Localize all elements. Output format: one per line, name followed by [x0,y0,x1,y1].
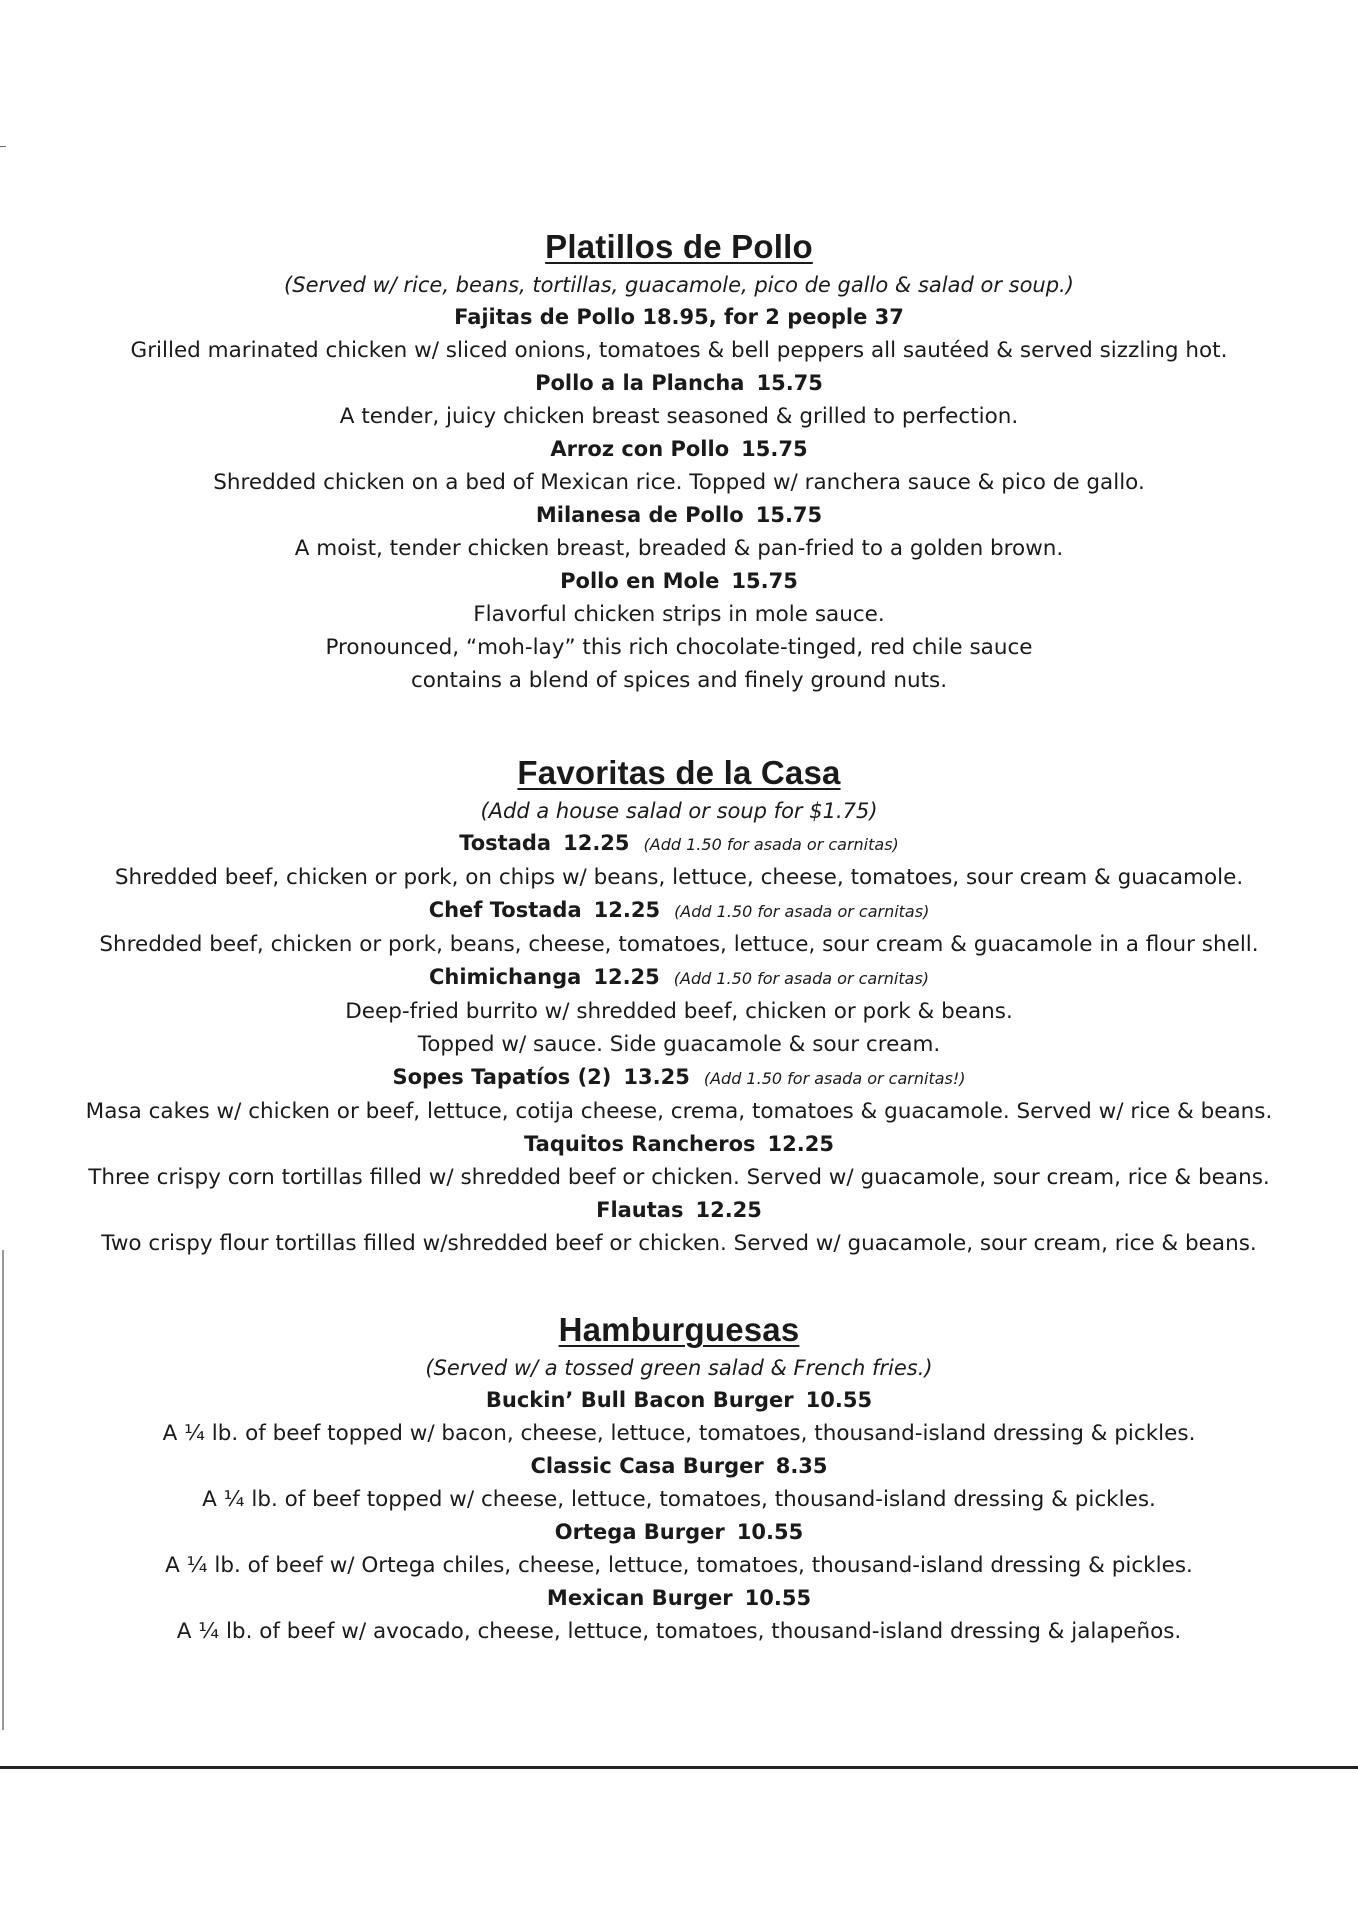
section-hamburguesas [0,1308,1358,1648]
item-price: 15.75 [755,503,823,527]
menu-item-heading [0,1061,1358,1095]
item-price: 12.25 [593,898,661,922]
item-price: 12.25 [563,831,630,855]
item-description: Topped w/ sauce. Side guacamole & sour cream. [417,1032,941,1057]
menu-item-heading [0,1582,1358,1615]
scan-edge-mark [0,146,6,147]
menu-item-heading [0,433,1358,466]
item-description: Shredded chicken on a bed of Mexican rice. Topped w/ ranchera sauce & pico de gallo. [213,470,1145,495]
item-description: Shredded beef, chicken or pork, on chips w/ beans, lettuce, cheese, tomatoes, sour cream & guacamole. [114,865,1244,890]
section-favoritas-de-la-casa [0,751,1358,1260]
item-name: Tostada [459,831,552,855]
item-name: Ortega Burger [554,1520,725,1544]
menu-item-heading [0,1450,1358,1483]
item-name: Chef Tostada [428,898,582,922]
menu-item-heading [0,961,1358,995]
section-title: Platillos de Pollo [545,228,813,265]
item-description: Shredded beef, chicken or pork, beans, cheese, tomatoes, lettuce, sour cream & guacamole in a flour shell. [99,932,1259,957]
item-description: Pronounced, “moh-lay” this rich chocolate-tinged, red chile sauce [325,635,1033,660]
item-price: 15.75 [731,569,798,593]
item-name: Flautas [596,1198,684,1222]
item-extra-note: (Add 1.50 for asada or carnitas!) [703,1069,966,1088]
item-price: 12.25 [767,1132,834,1156]
menu-item-heading [0,1194,1358,1227]
scan-bottom-edge [0,1766,1358,1769]
item-description: Two crispy flour tortillas filled w/shredded beef or chicken. Served w/ guacamole, sour cream, rice & beans. [101,1231,1257,1256]
menu-item-heading [0,894,1358,928]
item-price: 10.55 [805,1388,873,1412]
item-description: A ¼ lb. of beef topped w/ cheese, lettuce, tomatoes, thousand-island dressing & pickles. [202,1487,1156,1512]
item-description: A ¼ lb. of beef topped w/ bacon, cheese, lettuce, tomatoes, thousand-island dressing & pickles. [162,1421,1196,1446]
section-platillos-de-pollo [0,225,1358,697]
item-description: A ¼ lb. of beef w/ Ortega chiles, cheese, lettuce, tomatoes, thousand-island dressing & pickles. [165,1553,1193,1578]
item-price: 15.75 [741,437,808,461]
item-price: 12.25 [593,965,660,989]
item-price: 18.95, for 2 people 37 [642,305,904,329]
item-description: A moist, tender chicken breast, breaded & pan-fried to a golden brown. [294,536,1064,561]
menu-item-heading [0,367,1358,400]
item-price: 15.75 [756,371,823,395]
item-description: Grilled marinated chicken w/ sliced onions, tomatoes & bell peppers all sautéed & served sizzling hot. [130,338,1228,363]
item-description: Deep-fried burrito w/ shredded beef, chicken or pork & beans. [345,999,1013,1024]
item-name: Sopes Tapatíos (2) [392,1065,612,1089]
section-note: (Add a house salad or soup for $1.75) [480,799,878,823]
item-extra-note: (Add 1.50 for asada or carnitas) [643,835,899,854]
item-name: Classic Casa Burger [530,1454,764,1478]
item-price: 8.35 [775,1454,828,1478]
item-price: 12.25 [695,1198,762,1222]
item-name: Taquitos Rancheros [524,1132,756,1156]
item-name: Pollo en Mole [560,569,720,593]
item-name: Arroz con Pollo [550,437,730,461]
section-note: (Served w/ a tossed green salad & French fries.) [425,1356,933,1380]
item-description: Masa cakes w/ chicken or beef, lettuce, cotija cheese, crema, tomatoes & guacamole. Served w/ rice & beans. [85,1099,1273,1124]
item-name: Fajitas de Pollo [454,305,636,329]
menu-item-heading [0,1516,1358,1549]
menu-item-heading [0,1128,1358,1161]
menu-item-heading [0,827,1358,861]
item-description: Three crispy corn tortillas filled w/ shredded beef or chicken. Served w/ guacamole, sour cream, rice & beans. [88,1165,1270,1190]
item-name: Pollo a la Plancha [535,371,745,395]
item-name: Mexican Burger [546,1586,733,1610]
item-name: Chimichanga [428,965,582,989]
menu-item-heading [0,1384,1358,1417]
item-price: 10.55 [736,1520,804,1544]
item-price: 13.25 [623,1065,690,1089]
item-description: contains a blend of spices and finely ground nuts. [410,668,948,693]
section-title: Favoritas de la Casa [517,754,841,791]
item-price: 10.55 [744,1586,812,1610]
item-description: A tender, juicy chicken breast seasoned & grilled to perfection. [339,404,1019,429]
item-extra-note: (Add 1.50 for asada or carnitas) [674,902,930,921]
menu-item-heading [0,565,1358,598]
section-title: Hamburguesas [558,1311,800,1348]
menu-item-heading [0,499,1358,532]
item-name: Buckin’ Bull Bacon Burger [485,1388,794,1412]
item-description: Flavorful chicken strips in mole sauce. [473,602,885,627]
item-extra-note: (Add 1.50 for asada or carnitas) [673,969,930,988]
menu-item-heading [0,301,1358,334]
item-name: Milanesa de Pollo [535,503,744,527]
section-note: (Served w/ rice, beans, tortillas, guacamole, pico de gallo & salad or soup.) [284,273,1074,297]
item-description: A ¼ lb. of beef w/ avocado, cheese, lettuce, tomatoes, thousand-island dressing & jalapeños. [176,1619,1182,1644]
